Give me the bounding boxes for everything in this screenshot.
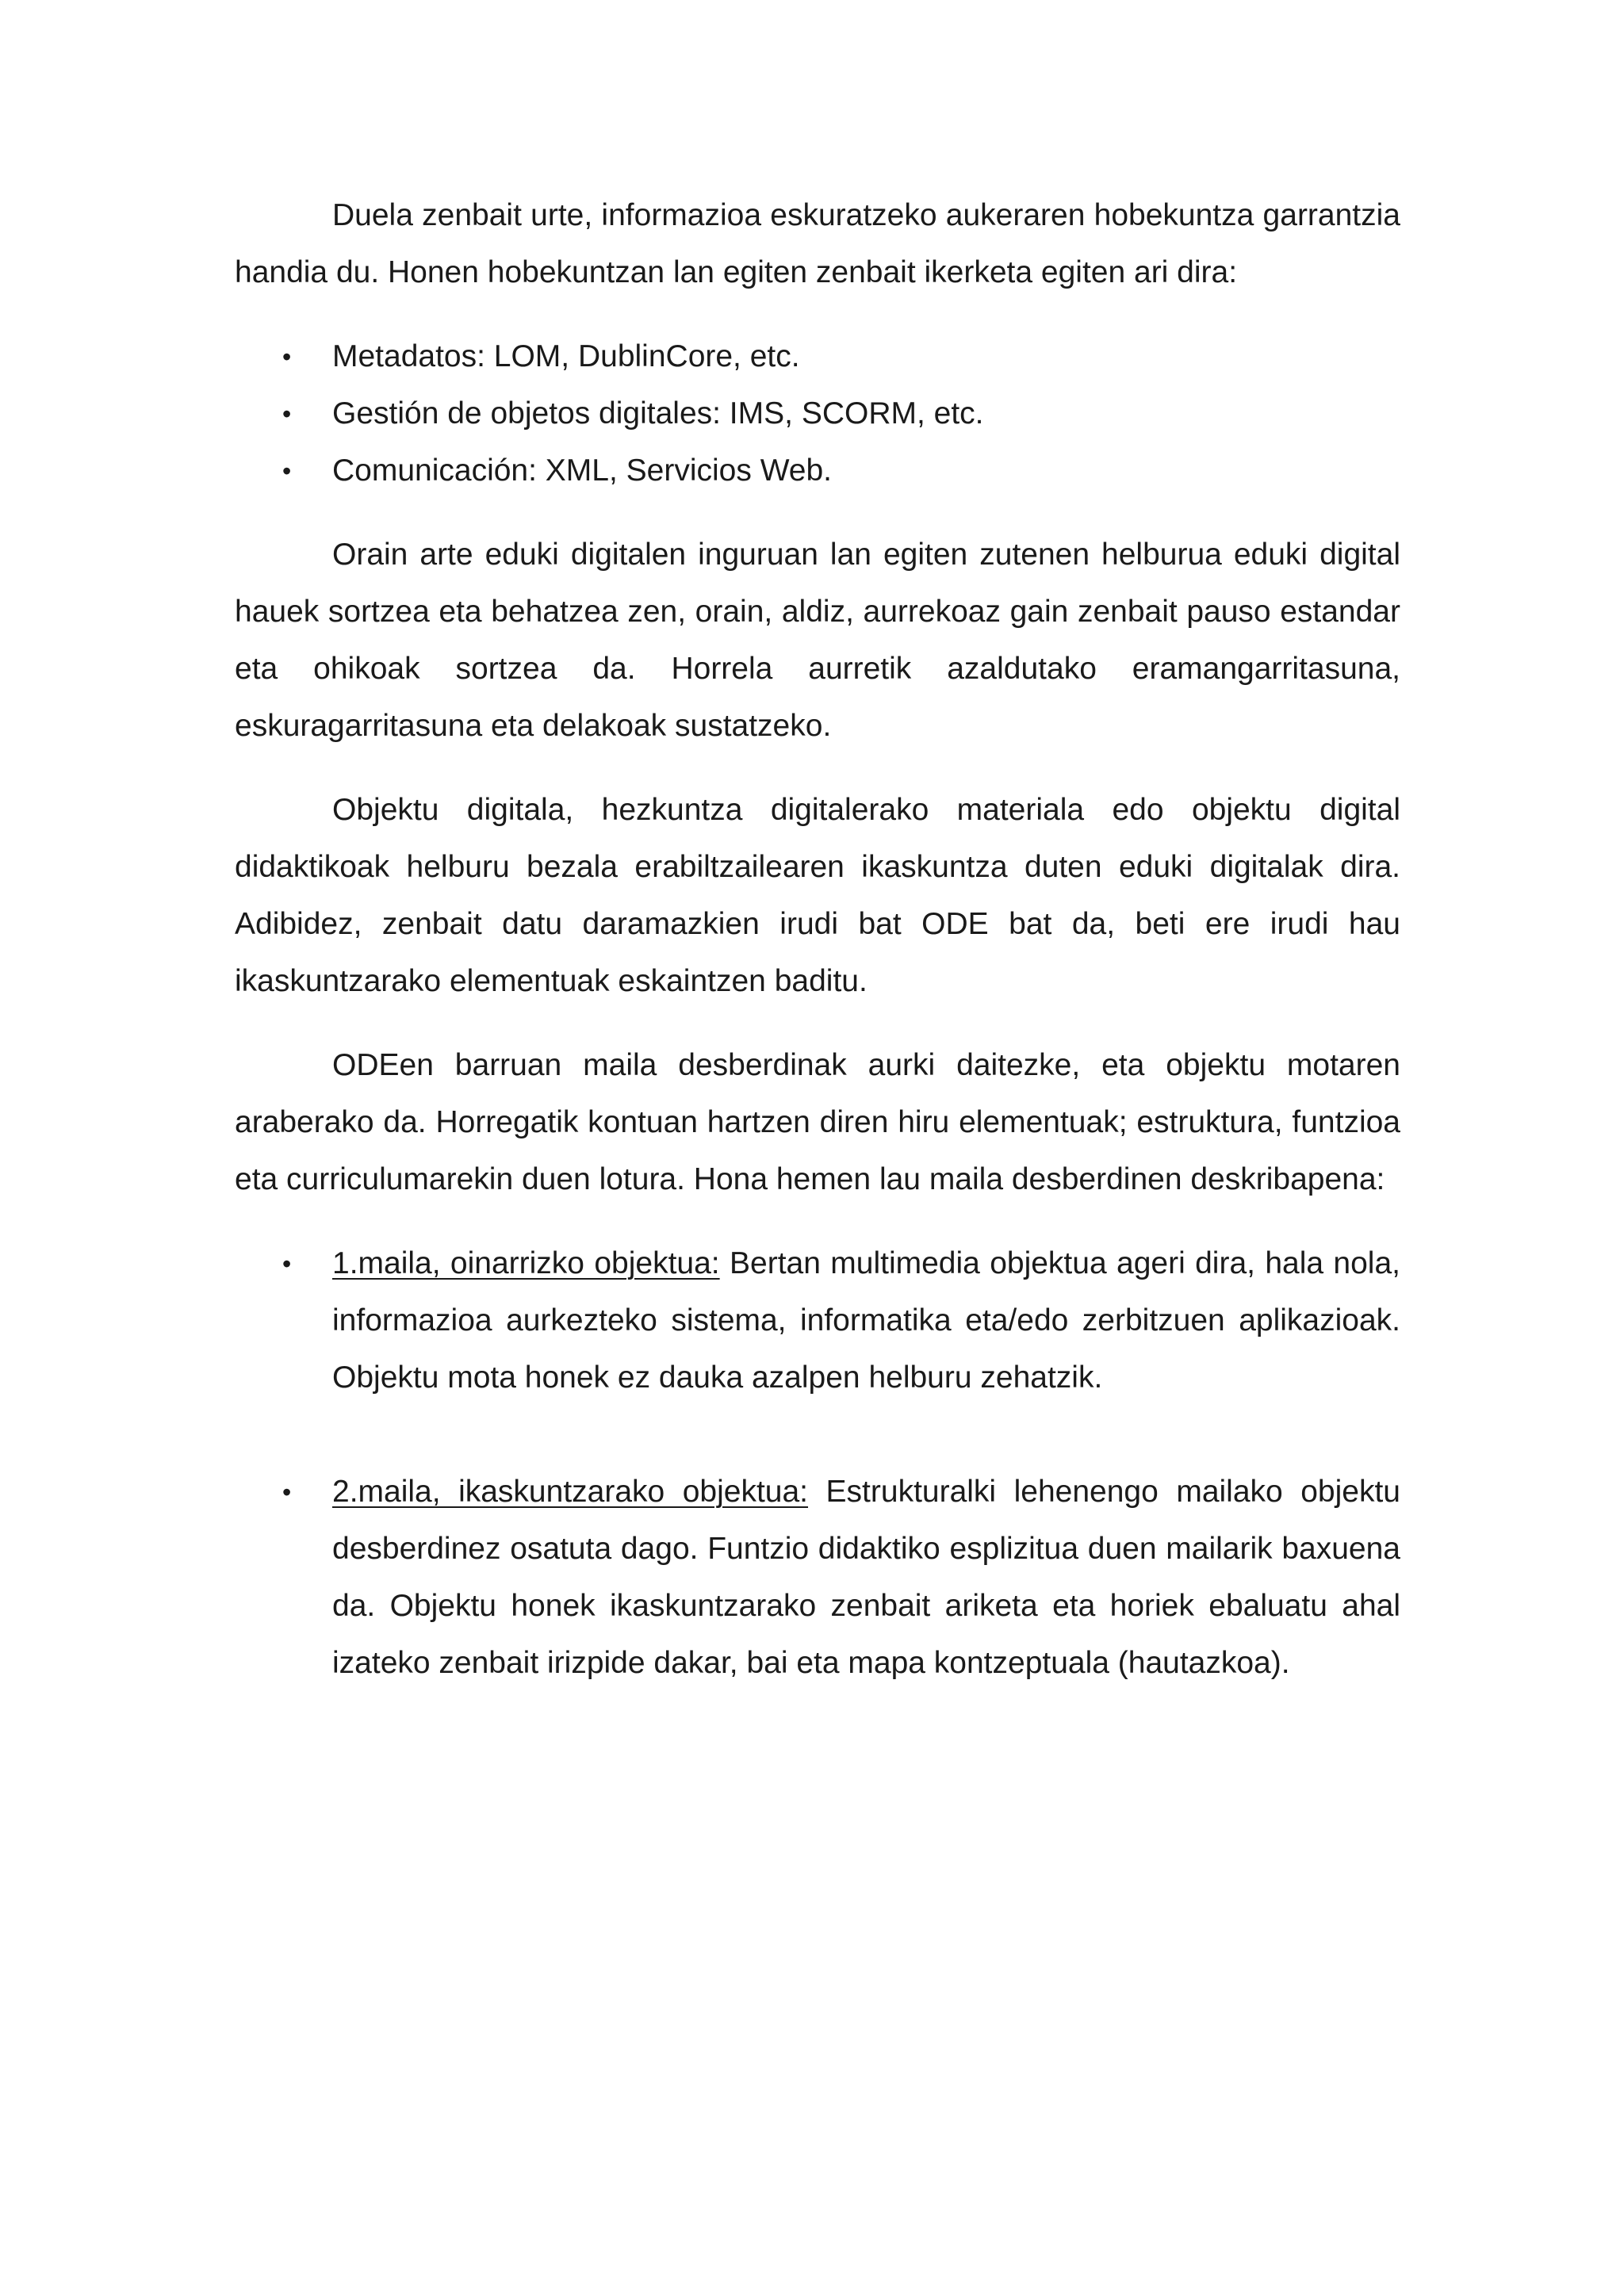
list-item-text: Comunicación: XML, Servicios Web.	[332, 453, 833, 488]
paragraph-intro: Duela zenbait urte, informazioa eskuratzeko aukeraren hobekuntza garrantzia handia du. Honen hobekuntzan lan egiten zenbait ikerketa egiten ari dira:	[235, 198, 1400, 289]
list-spacer	[235, 1406, 1400, 1464]
bullet-icon: •	[282, 342, 292, 371]
list-item	[235, 442, 1400, 499]
list-item-text: Metadatos: LOM, DublinCore, etc.	[332, 339, 800, 373]
levels-list	[235, 1235, 1400, 1692]
level-item	[235, 1235, 1400, 1406]
bullet-icon: •	[282, 400, 292, 428]
list-item	[235, 328, 1400, 385]
bullet-icon: •	[282, 1478, 292, 1506]
paragraph-digital-content: Orain arte eduki digitalen inguruan lan egiten zutenen helburua eduki digital hauek sortzea eta behatzea zen, orain, aldiz, aurrekoaz gain zenbait pauso estandar eta ohikoak sortzea da. Horrela aurretik azaldutako eramangarritasuna, eskuragarritasuna eta delakoak sustatzeko.	[235, 538, 1400, 743]
list-item	[235, 385, 1400, 442]
document-page	[235, 187, 1400, 1692]
paragraph-digital-object: Objektu digitala, hezkuntza digitalerako materiala edo objektu digital didaktikoak helburu bezala erabiltzailearen ikaskuntza duten eduki digitalak dira. Adibidez, zenbait datu daramazkien irudi bat ODE bat da, beti ere irudi hau ikaskuntzarako elementuak eskaintzen baditu.	[235, 793, 1400, 998]
bullet-icon: •	[282, 1249, 292, 1278]
list-item-text: Gestión de objetos digitales: IMS, SCORM, etc.	[332, 396, 984, 430]
standards-list	[235, 328, 1400, 499]
paragraph-ode-levels: ODEen barruan maila desberdinak aurki daitezke, eta objektu motaren araberako da. Horregatik kontuan hartzen diren hiru elementuak; estruktura, funtzioa eta curriculumarekin duen lotura. Hona hemen lau maila desberdinen deskribapena:	[235, 1048, 1400, 1196]
level-text: Estrukturalki lehenengo mailako objektu desberdinez osatuta dago. Funtzio didaktiko esplizitua duen mailarik baxuena da. Objektu honek ikaskuntzarako zenbait ariketa eta horiek ebaluatu ahal izateko zenbait irizpide dakar, bai eta mapa kontzeptuala (hautazkoa).	[332, 1475, 1400, 1680]
level-heading: 2.maila, ikaskuntzarako objektua:	[332, 1475, 809, 1509]
level-text: Bertan multimedia objektua ageri dira, hala nola, informazioa aurkezteko sistema, informatika eta/edo zerbitzuen aplikazioak. Objektu mota honek ez dauka azalpen helburu zehatzik.	[332, 1246, 1400, 1395]
level-item	[235, 1464, 1400, 1692]
level-heading: 1.maila, oinarrizko objektua:	[332, 1246, 720, 1280]
bullet-icon: •	[282, 457, 292, 485]
